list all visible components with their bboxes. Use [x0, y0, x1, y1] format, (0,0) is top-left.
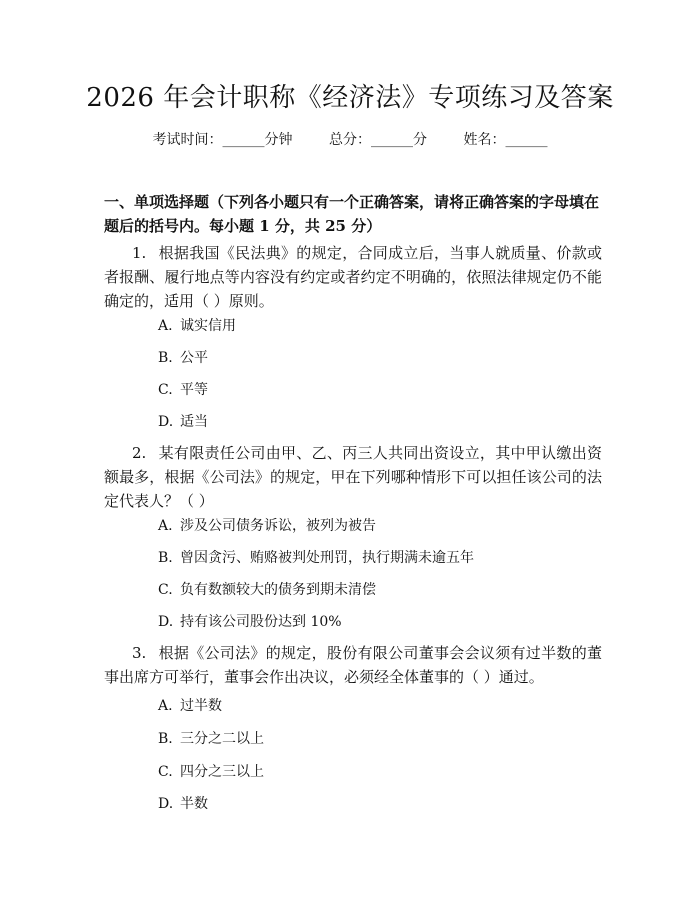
option-3d [158, 794, 208, 814]
option-text: 四分之三以上 [180, 764, 264, 780]
option-letter: D. [158, 414, 174, 430]
option-text: 过半数 [180, 698, 222, 714]
option-letter: D. [158, 796, 174, 812]
option-1b [158, 348, 208, 368]
option-1c [158, 380, 208, 400]
option-3a [158, 696, 222, 716]
exam-time: 考试时间：______分钟 [152, 132, 293, 148]
option-2b [158, 548, 474, 568]
page-title: 2026 年会计职称《经济法》专项练习及答案 [86, 83, 614, 113]
option-text: 负有数额较大的债务到期未清偿 [180, 582, 376, 598]
option-letter: A. [158, 518, 173, 534]
question-number: 3. [132, 644, 147, 662]
option-text: 公平 [180, 350, 208, 366]
question-number: 1. [132, 244, 147, 262]
option-text: 涉及公司债务诉讼，被列为被告 [180, 518, 376, 534]
option-letter: A. [158, 698, 173, 714]
option-text: 持有该公司股份达到 10% [180, 614, 342, 630]
question-2 [104, 441, 602, 513]
option-2c [158, 580, 376, 600]
option-letter: C. [158, 582, 173, 598]
option-text: 曾因贪污、贿赂被判处刑罚，执行期满未逾五年 [180, 550, 474, 566]
option-text: 诚实信用 [180, 318, 236, 334]
option-letter: B. [158, 731, 173, 747]
student-name: 姓名：______ [463, 132, 548, 148]
option-text: 三分之二以上 [180, 731, 264, 747]
option-2a [158, 516, 376, 536]
option-3b [158, 729, 264, 749]
question-3 [104, 641, 602, 689]
total-score: 总分：______分 [329, 132, 427, 148]
option-3c [158, 762, 264, 782]
question-text: 根据我国《民法典》的规定，合同成立后，当事人就质量、价款或者报酬、履行地点等内容没有约定或者约定不明确的，依照法律规定仍不能确定的，适用（ ）原则。 [104, 244, 602, 310]
section-heading: 一、单项选择题（下列各小题只有一个正确答案，请将正确答案的字母填在题后的括号内。每小题 1 分，共 25 分） [104, 193, 600, 235]
option-letter: B. [158, 550, 173, 566]
option-letter: D. [158, 614, 174, 630]
option-letter: A. [158, 318, 173, 334]
option-letter: B. [158, 350, 173, 366]
exam-meta [0, 130, 700, 150]
option-1d [158, 412, 208, 432]
option-text: 半数 [180, 796, 208, 812]
question-text: 某有限责任公司由甲、乙、丙三人共同出资设立，其中甲认缴出资额最多，根据《公司法》的规定，甲在下列哪种情形下可以担任该公司的法定代表人？（ ） [104, 444, 602, 510]
option-2d [158, 612, 342, 632]
question-number: 2. [132, 444, 147, 462]
question-1 [104, 241, 602, 313]
option-letter: C. [158, 382, 173, 398]
option-letter: C. [158, 764, 173, 780]
option-text: 适当 [180, 414, 208, 430]
question-text: 根据《公司法》的规定，股份有限公司董事会会议须有过半数的董事出席方可举行，董事会作出决议，必须经全体董事的（ ）通过。 [104, 644, 602, 686]
option-text: 平等 [180, 382, 208, 398]
option-1a [158, 316, 236, 336]
